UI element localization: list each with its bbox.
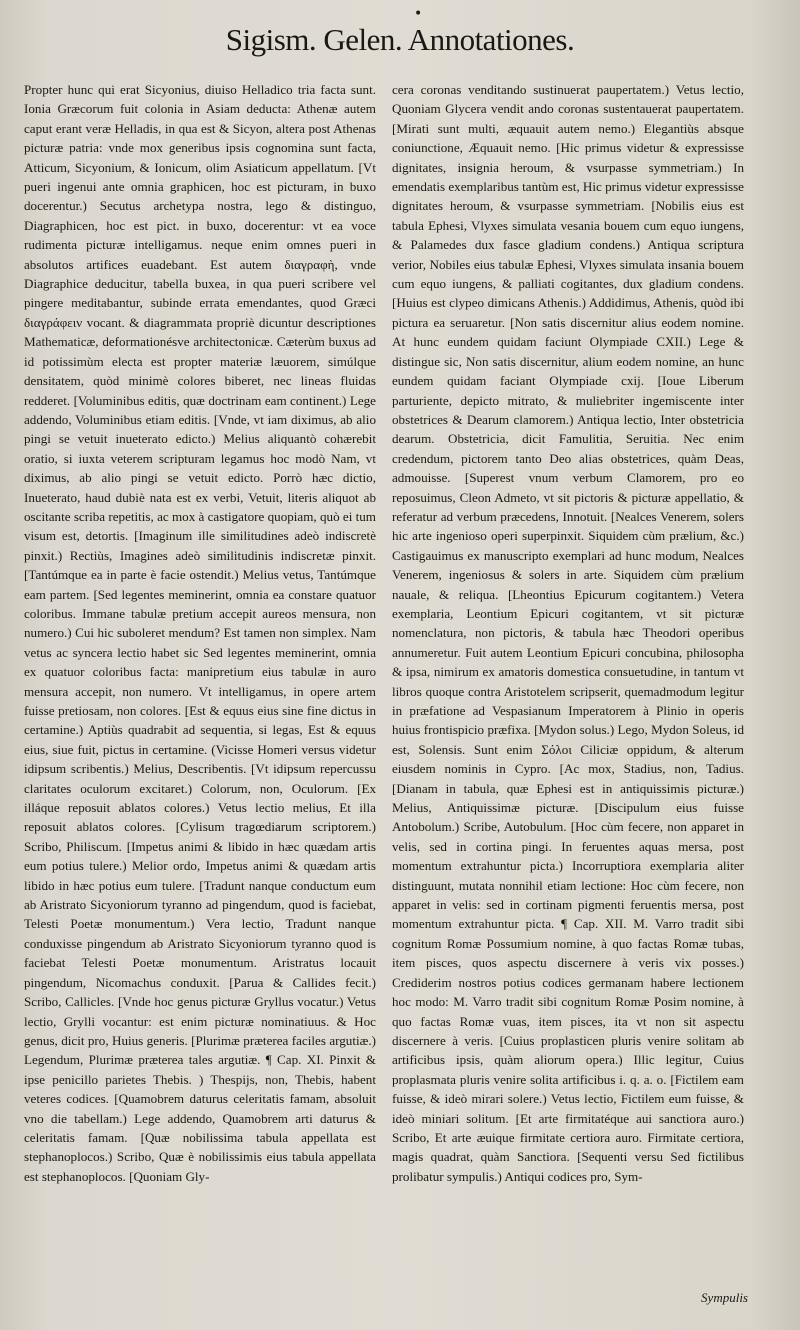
left-column-text: Propter hunc qui erat Sicyonius, diuiso Helladico tria facta sunt. Ionia Græcorum fuit colonia in Asiam deducta: Athenæ autem caput erant veræ Helladis, in qua est & Sicyon, altera post Athenas picturæ patria: vnde mox generibus ipsis cognomina sunt facta, Atticum, Sicyonium, & Ionicum, olim Asiaticum appellatum. [Vt pueri ingenui ante omnia graphicen, hoc est picturam, in buxo docerentur.) Secutus archetypa nostra, lego & distinguo, Diagraphicen, hoc est pict. in buxo, docerentur: vt ea voce rudimenta picturæ intelligamus. neque enim omnes pueri in absolutos artifices euadebant. Est autem διαγραφὴ, vnde Diagraphice deducitur, tabella buxea, in qua pueri scribere vel pingere meditabantur, subinde errata emendantes, quod Græci διαγράφειν vocant. & diagrammata propriè dicuntur descriptiones Mathematicæ, deformationésve architectonicæ. Cæterùm buxus ad id potissimùm electa est propter materiæ læuorem, simúlque densitatem, quòd minimè colores biberet, nec lineas fluidas redderet. [Voluminibus editis, quæ doctrinam eam continent.) Lege addendo, Voluminibus etiam editis. [Vnde, vt iam diximus, ab alio pingi se vetuit inueterato edicto.) Melius aliquantò cohærebit oratio, si iuxta veterem scripturam legamus hoc modò Nam, vt diximus, ab alio pingi se vetuit edicto. Porrò hæc dictio, Inueterato, haud dubiè nata est ex verbi, Vetuit, literis aliquot ab oscitante scriba repetitis, ac mox à castigatore quopiam, quò ei tum visum est, detortis. [Imaginum ille similitudines adeò indiscretè pinxit.) Rectiùs, Imagines adeò similitudinis indiscretæ pinxit. [Tantúmque ea in parte è facie ostendit.) Melius vetus, Tantúmque eam partem. [Sed legentes meminerint, omnia ea constare quatuor coloribus. Immane tabulæ pretium accepit aureos mensura, non numero.) Cui hic suboleret mendum? Est tamen non simplex. Nam vetus ac syncera lectio habet sic Sed legentes meminerint, omnia ex quatuor coloribus facta: manipretium eius tabulæ in auro mensura accepit, non numero. Vt intelligamus, in opere artem fuisse pretiosam, non colores. [Est & equus eius sine fine dictus in certamine.) Aptiùs quadrabit ad sequentia, si legas, Est & equus eius, siue fuit, pictus in certamine. (Vicisse Homeri versus videtur idipsum scribentis.) Melius, Describentis. [Vt idipsum repercussu claritates oculorum excitaret.) Colorum, non, Oculorum. [Ex illáque reposuit ablatos colores.) Vetus lectio melius, Et illa reposuit ablatos colores. [Cylisum tragœdiarum scriptorem.) Scribo, Philiscum. [Impetus animi & libido in hæc quædam artis eum potius tulere.) Melior ordo, Impetus animi & quædam artis libido in hæc potius eum tulere. [Tradunt nanque conductum eum ab Aristrato Sicyoniorum tyranno ad pingendum, quod is faciebat, Telesti Poetæ monumentum.) Vera lectio, Tradunt nanque conduxisse pingendum ab Aristrato Sicyoniorum tyranno quod is faciebat Telesti Poetæ monumentum. Aristratus locauit pingendum, Nicomachus conduxit. [Parua & Callides fecit.) Scribo, Callicles. [Vnde hoc genus picturæ Gryllus vocatur.) Vetus lectio, Grylli vocantur: est enim picturæ nominatiuus. & Hoc genus, dicit pro, Huius generis. [Plurimæ præterea faciles argutiæ.) Legendum, Plurimæ præterea tales argutiæ. ¶ Cap. XI. Pinxit & ipse penicillo parietes Thebis. ) Thespijs, non, Thebis, habent veteres codices. [Quamobrem daturus celeritatis famam, absoluit vno die tabellam.) Lege addendo, Quamobrem arti daturus & celeritatis famam. [Quæ nobilissima tabula appellata est stephanoplocos.) Scribo, Quæ è nobilissimis eius tabula appellata est stephanoplocos. [Quoniam Gly- xyxy=(24,82,376,1184)
running-head: Sigism. Gelen. Annotationes. xyxy=(225,22,575,57)
top-dot: • xyxy=(414,6,423,22)
right-column xyxy=(392,80,744,1186)
left-column xyxy=(24,80,376,1186)
catchword: Sympulis xyxy=(701,1290,748,1305)
right-column-text: cera coronas venditando sustinuerat paupertatem.) Vetus lectio, Quoniam Glycera vendit ando coronas sustentauerat paupertatem. [Mirati sunt multi, æquauit autem nemo.) Elegantiùs absque coniunctione, Æquauit nemo. [Hic primus videtur & expressisse dignitates, insignia heroum, & vsurpasse symmetriam.) In emendatis exemplaribus tantùm est, Hic primus videtur expressisse dignitates heroum, & vsurpasse symmetriam. [Nobilis eius est tabula Ephesi, Vlyxes simulata vesania bouem cum equo iungens, & Palamedes dux fasce gladium condens.) Antiqua scriptura verior, Nobiles eius tabulæ Ephesi, Vlyxes simulata insania bouem cum equo iungens, & palliati cogitantes, dux gladium condens. [Huius est clypeo dimicans Athenis.) Addidimus, Athenis, quòd ibi pictura ea seruaretur. [Non satis discernitur alius eodem nomine. At hunc eundem quidam faciunt Olympiade CXII.) Lege & distingue sic, Non satis discernitur, alium eodem nomine, an hunc eundem quidam faciant Olympiade cxij. [Ioue Liberum parturiente, depicto mitrato, & muliebriter ingemiscente inter obstetrices & Dearum clamorem.) Antiqua lectio, Inter obstetricia dearum. Obstetricia, dicit Famulitia, Seruitia. Nec enim credendum, pictorem tanto Deo alias obstetrices, quàm Deas, admouisse. [Superest vnum verbum Clamorem, pro eo reposuimus, Cleon Admeto, vt sit pictoris & picturæ appellatio, & referatur ad verbum præcedens, Innotuit. [Nealces Venerem, solers hic arte ingenioso operi superpinxit. Siquidem cùm prælium, &c.) Castigauimus ex manuscripto exemplari ad hunc modum, Nealces Venerem, ingeniosus & solers in arte. Siquidem cùm prælium nauale, & reliqua. [Lheontius Epicurum cogitantem.) Vetera exemplaria, Leontium Epicuri cogitantem, vt sit picturæ nomenclatura, non pictoris, & tabula hæc Theodori operibus annumeretur. Fuit autem Leontium Epicuri concubina, philosopha & ipsa, nimirum ex amatoris domestica consuetudine, in tantum vt libros quoque contra Aristotelem scripserit, quemadmodum legitur in præfatione ad Vespasianum Imperatorem à Plinio in operis huius frontispicio præfixa. [Mydon solus.) Lego, Mydon Soleus, id est, Solensis. Sunt enim Σόλοι Ciliciæ oppidum, & alterum eiusdem nominis in Cypro. [Ac mox, Stadius, non, Tadius. [Dianam in tabula, quæ Ephesi est in antiquissimis picturæ.) Melius, Antiquissimæ picturæ. [Discipulum eius fuisse Antobolum.) Scribe, Autobulum. [Hoc cùm fecere, non apparet in velis, sed in cortina pingi. In feruentes aquas mersa, post momentum extrahuntur picta.) Incorruptiora exemplaria aliter distinguunt, mutata nonnihil etiam lectione: Hoc cùm fecere, non apparet in velis: sed in cortinam pigmenti feruentis mersa, post momentum extrahuntur picta. ¶ Cap. XII. M. Varro tradit sibi cognitum Romæ Possumium nomine, à quo factas Romæ tubas, item pisces, quos aspectu discernere à veris vix posses.) Crediderim nostros potius codices germanam habere lectionem hoc modo: M. Varro tradit sibi cognitum Romæ Posim nomine, à quo factas Romæ vuas, item pisces, ita vt non sit aspectu discernere à veris. [Cuius proplasticen pluris venire solitam ab artificibus ipsis, quàm aliorum opera.) Illic legitur, Cuius proplasmata pluris venire solita artificibus i. q. a. o. [Fictilem eam fuisse, & ideò mirari solere.) Vetus lectio, Fictilem eum fuisse, & ideò miniari solitum. [Et arte firmitatéque aui sanctiora auro.) Scribo, Et arte æuique firmitate certiora auro. Firmitate certiora, magis quadrat, quàm Sanctiora. [Sequenti versu Sed fictilibus prolibatur sympulis.) Antiqui codices pro, Sym- xyxy=(392,82,744,1184)
